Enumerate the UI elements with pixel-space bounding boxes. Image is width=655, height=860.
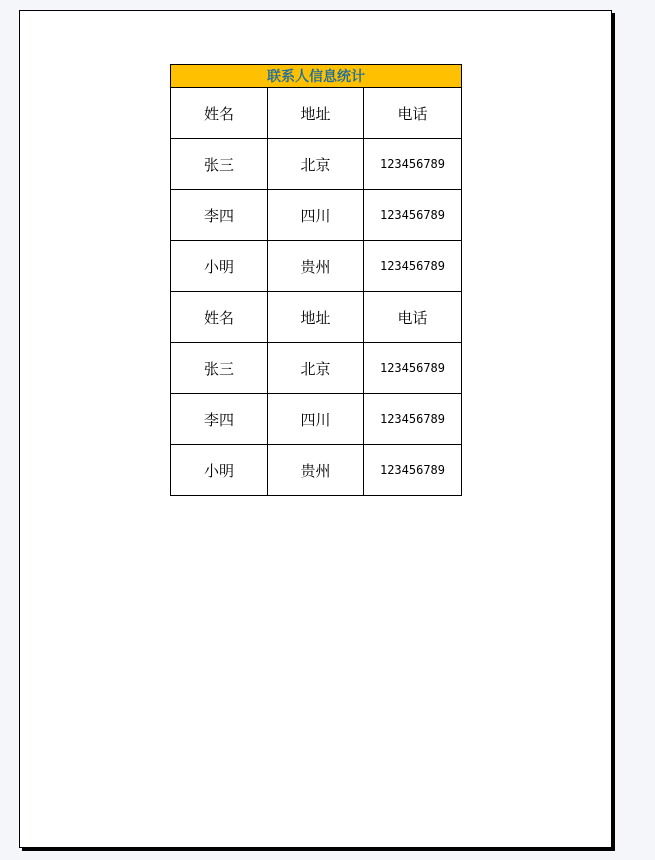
name-cell[interactable]: 小明	[171, 445, 268, 496]
phone-cell[interactable]: 123456789	[364, 139, 462, 190]
table-row	[171, 88, 462, 139]
table-title[interactable]: 联系人信息统计	[171, 65, 462, 88]
table-row	[171, 190, 462, 241]
address-cell[interactable]: 贵州	[268, 241, 364, 292]
address-cell[interactable]: 四川	[268, 190, 364, 241]
name-cell[interactable]: 小明	[171, 241, 268, 292]
address-cell[interactable]: 北京	[268, 343, 364, 394]
phone-cell[interactable]: 123456789	[364, 241, 462, 292]
address-cell[interactable]: 地址	[268, 292, 364, 343]
name-cell[interactable]: 姓名	[171, 88, 268, 139]
address-cell[interactable]: 贵州	[268, 445, 364, 496]
name-cell[interactable]: 张三	[171, 139, 268, 190]
phone-cell[interactable]: 123456789	[364, 343, 462, 394]
phone-cell[interactable]: 123456789	[364, 394, 462, 445]
contact-info-table	[170, 64, 462, 496]
address-cell[interactable]: 四川	[268, 394, 364, 445]
address-cell[interactable]: 北京	[268, 139, 364, 190]
address-cell[interactable]: 地址	[268, 88, 364, 139]
phone-cell[interactable]: 123456789	[364, 190, 462, 241]
name-cell[interactable]: 李四	[171, 394, 268, 445]
name-cell[interactable]: 李四	[171, 190, 268, 241]
table-row	[171, 445, 462, 496]
phone-cell[interactable]: 电话	[364, 88, 462, 139]
table-row	[171, 241, 462, 292]
name-cell[interactable]: 张三	[171, 343, 268, 394]
table-row	[171, 343, 462, 394]
document-page	[19, 10, 612, 848]
table-row	[171, 394, 462, 445]
name-cell[interactable]: 姓名	[171, 292, 268, 343]
table-row	[171, 139, 462, 190]
table-row	[171, 292, 462, 343]
table-title-row	[171, 65, 462, 88]
phone-cell[interactable]: 123456789	[364, 445, 462, 496]
phone-cell[interactable]: 电话	[364, 292, 462, 343]
